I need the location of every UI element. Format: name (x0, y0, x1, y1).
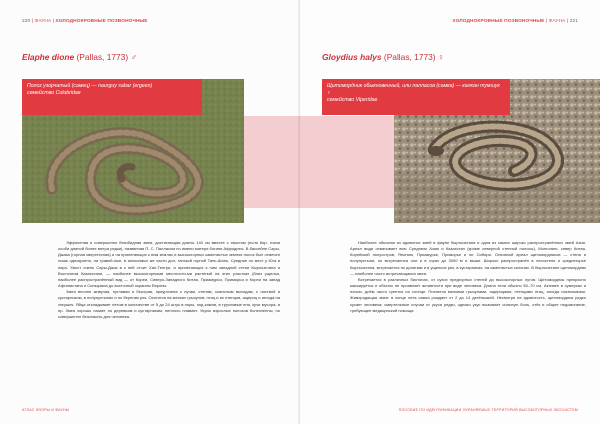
species-author: (Pallas, 1773) ♂ (76, 52, 137, 62)
paragraph: Наиболее обычная из ядовитых змей в фауне Кыргызстана и одна из самых широко распространённых змей Азии. Ареал вида охватывает всю Среднюю Азию и Казахстан (кроме северной степной полосы), Монголию, север Китая, Корейский полуостров, Японию, Приамурье, Приморье и юг Сибири. Основной ареал щитомордников — степи и полупустыни, но встречаются они и в горах до 3000 м и выше. Широко распространён в лесостепи и среднегорье Кыргызстана, встречается по долинам и в ущельях рек, в кустарниках, на каменистых склонах. В Кыргызстане щитомордник — наиболее часто встречающаяся змея. (350, 240, 586, 276)
running-head-left (22, 19, 148, 24)
chapter-label: ХОЛОДНОКРОВНЫЕ ПОЗВОНОЧНЫЕ (55, 19, 148, 24)
chapter-label: ХОЛОДНОКРОВНЫЕ ПОЗВОНОЧНЫЕ (452, 19, 545, 24)
separator: | (31, 19, 34, 24)
species-title (22, 52, 137, 62)
page-number: 220 (22, 19, 31, 24)
paragraph: Змея вполне живучая, пугливая и быстрая, приурочена к лугам, степям, скальным выходам, с листвой и кустарником, в полупустынях и по берегам рек. Охотится на мелких грызунов, птиц и их птенцов, ящериц и иногда на лягушек. Яйца откладывает летом в количестве от 5 до 24 штук в норы, под камни, в трухлявые пни, кучи мусора, и пр. Змея хорошо лазает по деревьям и кустарникам, неплохо плавает. Укусы взрослых полозов болезненны, но совершенно безопасны для человека. (58, 289, 280, 319)
common-name: Щитомордник обыкновенный, или палласов (самка) — калкан тумшук ♀ (327, 83, 500, 96)
separator: | (566, 19, 569, 24)
scientific-name: Elaphe dione (22, 52, 75, 62)
species-description (58, 240, 280, 320)
family-name: семейство Viperidae (327, 97, 378, 103)
section-label: ФАУНА (34, 19, 52, 24)
paragraph: Эффектная и совершенно безобидная змея, достигающая длины 140 см вместе с хвостом (если Кир- гизии особи длиной более метра редки), названная П. С. Палласом по имени матери богини Афродиты. В бассейне Сары-Джаза (горная сверхтесная) и на прилегающих к ним землях и высокогорных каменистых землях полоз был отмечен лишь однократно, на травой-ные, в заносимых же части дол- ганской горной Тянь-Шань. Средние по мест у Юга и наро. Хвост очень Сары-Джаз в к ней стоит Хан-Тенгри, и прилегающих к ним западной степи Кыргызстана и Восточном Казахстане, — наиболее высокогорными местности-ми растений на этих участках (близ ущелья, наиболее распространённый вид — от Кореи, Северо-Западного Китая, Приамурья, Приморья и Кореи на запад Афганистана и Синьцзяна до восточной окраины Европы. (58, 240, 280, 289)
species-caption (22, 79, 202, 115)
common-name: Полоз узорчатый (самец) — naurguy sabar (ergeen) (27, 83, 153, 89)
section-label: ФАУНА (548, 19, 566, 24)
running-head-right (452, 19, 578, 24)
species-caption (322, 79, 510, 115)
decorative-block (244, 116, 300, 208)
separator: | (52, 19, 55, 24)
family-name: семейство Colubridae (27, 90, 81, 96)
species-description (350, 240, 586, 314)
decorative-block (300, 116, 394, 208)
page-footer: АТЛАС ФЛОРЫ И ФАУНЫ (22, 408, 70, 412)
separator: | (545, 19, 548, 24)
species-title (322, 52, 444, 62)
scientific-name: Gloydius halys (322, 52, 382, 62)
page-number: 221 (569, 19, 578, 24)
species-author: (Pallas, 1773) ♀ (383, 52, 445, 62)
paragraph: Встречается в различных биотопах, от сухих предгорных степей до высокогорных лугов. Щитомордник прекрасно маскируется и обычно не проявляет активности при виде человека. Длина тела обычно 50–70 см. Активен в сумерках и ночью, днём часто греется на солнце. Питается мелкими грызунами, ящерицами, птенцами птиц, иногда насекомыми. Живородящая змея: в конце лета самка рождает от 2 до 14 детёнышей. Несмотря на ядовитость, щитомордник редко кусает человека; смертельные случаи от укуса редки, однако укус вызывает сильную боль, отёк и общее недомогание, требующее медицинской помощи. (350, 276, 586, 313)
page-footer: ПОСОБИЕ ПО ИДЕНТИФИКАЦИИ ОХРАНЯЕМЫХ ТЕРРИТОРИЙ ВЫСОКОГОРНЫХ ЭКОСИСТЕМ (398, 408, 578, 412)
right-page (300, 0, 600, 424)
